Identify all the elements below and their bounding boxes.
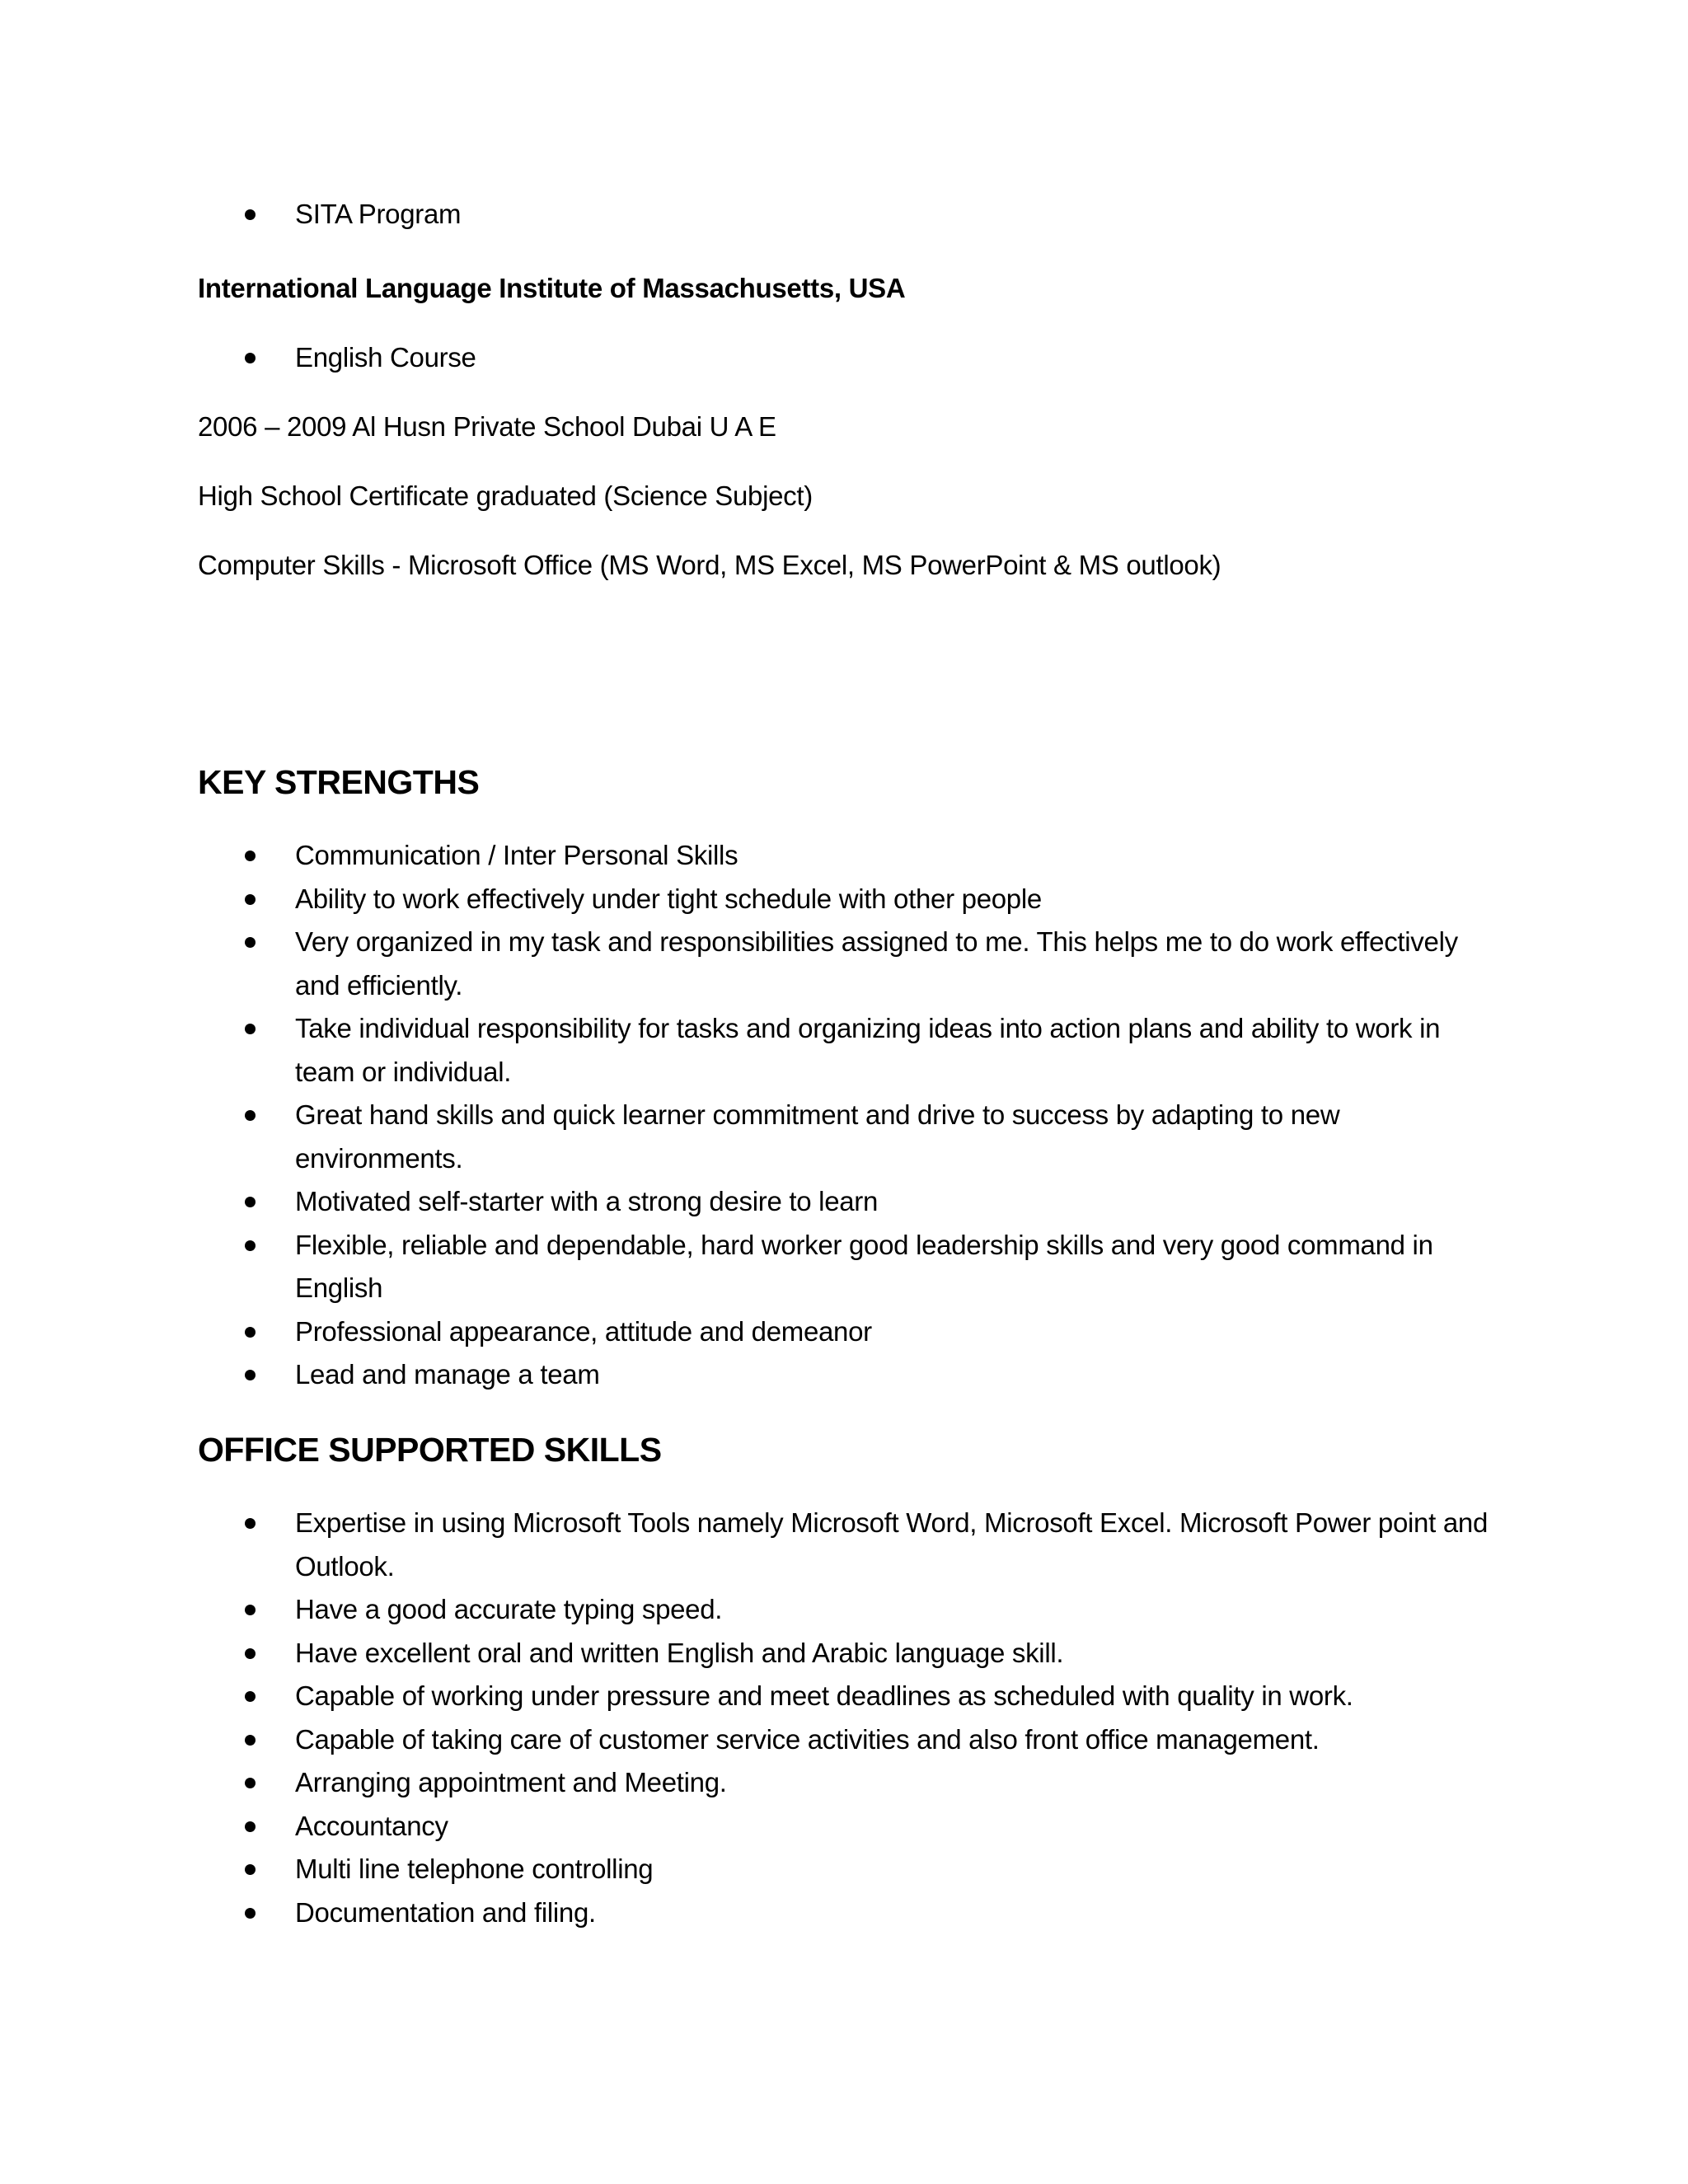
list-item-text: Great hand skills and quick learner commitment and drive to success by adapting to new environments. xyxy=(295,1099,1340,1174)
bullet-icon xyxy=(245,1648,256,1659)
bullet-icon xyxy=(245,1110,256,1121)
list-item-text: Multi line telephone controlling xyxy=(295,1854,654,1884)
list-item xyxy=(0,1007,1498,1094)
bullet-icon xyxy=(245,209,256,220)
bullet-icon xyxy=(245,1908,256,1919)
bullet-icon xyxy=(245,1024,256,1034)
list-item xyxy=(0,1675,1498,1718)
list-item xyxy=(0,1588,1498,1632)
list-item xyxy=(0,1761,1498,1805)
bullet-icon xyxy=(245,937,256,948)
list-item xyxy=(0,1891,1498,1935)
high-school-line: High School Certificate graduated (Science Subject) xyxy=(198,480,813,511)
list-item xyxy=(0,878,1498,921)
list-item xyxy=(0,1224,1498,1310)
list-item xyxy=(0,193,1498,237)
list-item-text: Have excellent oral and written English and Arabic language skill. xyxy=(295,1637,1064,1668)
bullet-icon xyxy=(245,894,256,905)
list-item-text: English Course xyxy=(295,342,476,373)
bullet-icon xyxy=(245,1864,256,1875)
bullet-icon xyxy=(245,1691,256,1702)
bullet-icon xyxy=(245,1370,256,1380)
bullet-icon xyxy=(245,1327,256,1338)
bullet-icon xyxy=(245,1197,256,1207)
list-item-text: Documentation and filing. xyxy=(295,1896,596,1928)
bullet-icon xyxy=(245,353,256,363)
list-item xyxy=(0,1353,1498,1397)
list-item xyxy=(0,1094,1498,1180)
list-item xyxy=(0,1632,1498,1675)
list-item xyxy=(0,1718,1498,1762)
school-line: 2006 – 2009 Al Husn Private School Dubai U A E xyxy=(198,411,776,442)
list-item-text: Motivated self-starter with a strong desire to learn xyxy=(295,1186,879,1216)
list-item xyxy=(0,834,1498,878)
list-item-text: Expertise in using Microsoft Tools namely Microsoft Word, Microsoft Excel. Microsoft Power point and Outlook. xyxy=(295,1507,1488,1582)
institute-name: International Language Institute of Massachusetts, USA xyxy=(198,273,906,303)
list-item-text: Arranging appointment and Meeting. xyxy=(295,1767,727,1797)
list-item xyxy=(0,1848,1498,1891)
bullet-icon xyxy=(245,1735,256,1746)
bullet-icon xyxy=(245,1240,256,1251)
list-item xyxy=(0,1310,1498,1354)
list-item xyxy=(0,336,1498,380)
institute-course-list xyxy=(0,336,1498,380)
list-item-text: Capable of working under pressure and meet deadlines as scheduled with quality in work. xyxy=(295,1680,1353,1711)
list-item-text: Accountancy xyxy=(295,1810,448,1841)
office-skills-list xyxy=(0,1502,1498,1934)
list-item-text: Professional appearance, attitude and demeanor xyxy=(295,1315,872,1347)
list-item xyxy=(0,921,1498,1007)
bullet-icon xyxy=(245,1821,256,1832)
key-strengths-list xyxy=(0,834,1498,1397)
office-skills-heading: OFFICE SUPPORTED SKILLS xyxy=(198,1431,662,1469)
list-item xyxy=(0,1805,1498,1849)
bullet-icon xyxy=(245,851,256,861)
key-strengths-heading: KEY STRENGTHS xyxy=(198,763,480,801)
list-item-text: Very organized in my task and responsibilities assigned to me. This helps me to do work effectively and efficiently. xyxy=(295,926,1458,1001)
bullet-icon xyxy=(245,1605,256,1615)
bullet-icon xyxy=(245,1518,256,1529)
bullet-icon xyxy=(245,1778,256,1788)
list-item-text: Ability to work effectively under tight schedule with other people xyxy=(295,883,1042,914)
list-item xyxy=(0,1180,1498,1224)
computer-skills-line: Computer Skills - Microsoft Office (MS Word, MS Excel, MS PowerPoint & MS outlook) xyxy=(198,550,1221,580)
list-item xyxy=(0,1502,1498,1588)
list-item-text: SITA Program xyxy=(295,199,462,229)
list-item-text: Flexible, reliable and dependable, hard worker good leadership skills and very good command in English xyxy=(295,1229,1433,1303)
list-item-text: Have a good accurate typing speed. xyxy=(295,1594,723,1624)
course-list-top xyxy=(0,193,1498,237)
list-item-text: Lead and manage a team xyxy=(295,1359,600,1390)
list-item-text: Take individual responsibility for tasks and organizing ideas into action plans and ability to work in team or individual. xyxy=(295,1013,1441,1087)
list-item-text: Capable of taking care of customer service activities and also front office management. xyxy=(295,1723,1320,1755)
list-item-text: Communication / Inter Personal Skills xyxy=(295,840,738,870)
